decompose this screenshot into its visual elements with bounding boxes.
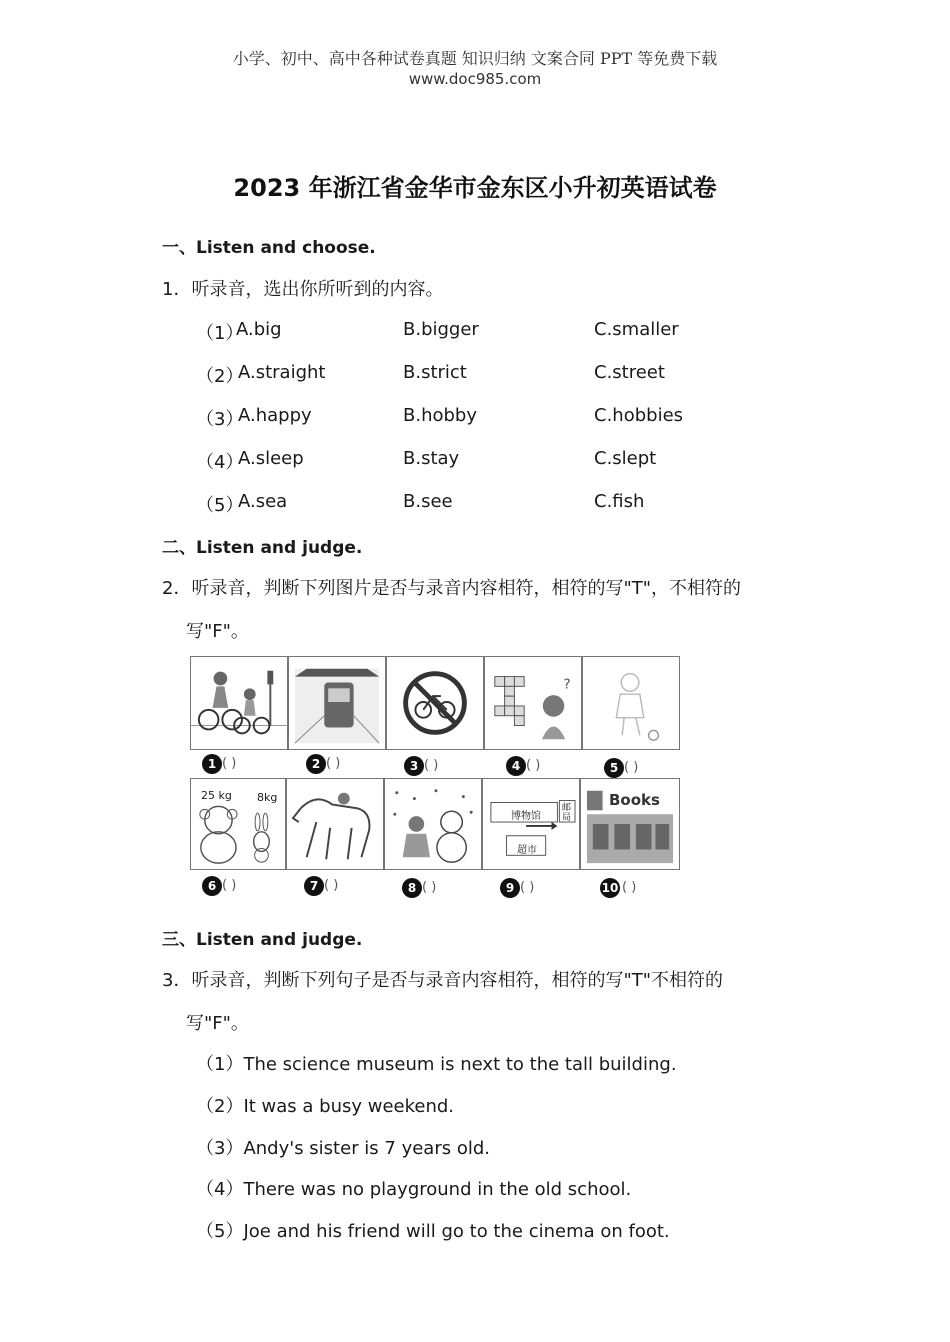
question-2-prompt: 2．听录音，判断下列图片是否与录音内容相符，相符的写"T"，不相符的 bbox=[162, 578, 742, 599]
answer-blank[interactable]: ( ) bbox=[222, 878, 237, 893]
weight-label: 8kg bbox=[257, 791, 278, 804]
picture-number: 9 bbox=[500, 878, 520, 898]
option-b: B.strict bbox=[403, 362, 467, 383]
map-label-museum: 博物馆 bbox=[511, 811, 541, 822]
question-2-prompt-cont: 写"F"。 bbox=[186, 621, 249, 642]
option-c: C.fish bbox=[594, 491, 645, 512]
option-b: B.see bbox=[403, 491, 453, 512]
map-label-post-office: 邮局 bbox=[562, 803, 572, 823]
answer-blank[interactable]: ( ) bbox=[422, 880, 437, 895]
option-number: （2） bbox=[196, 366, 244, 387]
football-player-icon bbox=[583, 657, 679, 749]
picture-crossword bbox=[484, 656, 582, 750]
option-c: C.slept bbox=[594, 448, 657, 469]
horse-icon bbox=[287, 779, 383, 869]
picture-number: 7 bbox=[304, 876, 324, 896]
site-url: www.doc985.com bbox=[408, 70, 542, 88]
option-a: A.sleep bbox=[238, 448, 304, 469]
picture-number: 3 bbox=[404, 756, 424, 776]
sentence-item: （1）The science museum is next to the tall building. bbox=[196, 1054, 677, 1075]
picture-number: 2 bbox=[306, 754, 326, 774]
snowman-icon bbox=[385, 779, 481, 869]
picture-bookstore bbox=[580, 778, 680, 870]
answer-blank[interactable]: ( ) bbox=[424, 758, 439, 773]
answer-blank[interactable]: ( ) bbox=[222, 756, 237, 771]
picture-number: 10 bbox=[600, 878, 620, 898]
crossword-icon bbox=[485, 657, 581, 749]
answer-blank[interactable]: ( ) bbox=[526, 758, 541, 773]
option-a: A.straight bbox=[238, 362, 326, 383]
option-number: （4） bbox=[196, 452, 244, 473]
picture-no-bikes bbox=[386, 656, 484, 750]
weight-label: 25 kg bbox=[201, 789, 232, 802]
picture-cycling bbox=[190, 656, 288, 750]
svg-text:?: ? bbox=[563, 676, 571, 693]
picture-grid bbox=[190, 656, 680, 906]
picture-number: 8 bbox=[402, 878, 422, 898]
answer-blank[interactable]: ( ) bbox=[326, 756, 341, 771]
picture-football bbox=[582, 656, 680, 750]
option-a: A.sea bbox=[238, 491, 288, 512]
option-b: B.hobby bbox=[403, 405, 477, 426]
answer-blank[interactable]: ( ) bbox=[624, 760, 639, 775]
option-number: （3） bbox=[196, 409, 244, 430]
option-c: C.street bbox=[594, 362, 665, 383]
option-b: B.stay bbox=[403, 448, 460, 469]
answer-blank[interactable]: ( ) bbox=[622, 880, 637, 895]
option-c: C.hobbies bbox=[594, 405, 684, 426]
picture-subway bbox=[288, 656, 386, 750]
section-1-heading: 一、Listen and choose. bbox=[162, 238, 376, 258]
question-3-prompt-cont: 写"F"。 bbox=[186, 1013, 249, 1034]
option-number: （1） bbox=[196, 323, 244, 344]
picture-map bbox=[482, 778, 580, 870]
cycling-icon bbox=[191, 657, 287, 749]
picture-horse bbox=[286, 778, 384, 870]
option-b: B.bigger bbox=[403, 319, 479, 340]
picture-monkey-rabbit bbox=[190, 778, 286, 870]
sentence-item: （4）There was no playground in the old school. bbox=[196, 1179, 632, 1200]
question-1-prompt: 1．听录音，选出你所听到的内容。 bbox=[162, 279, 444, 300]
answer-blank[interactable]: ( ) bbox=[324, 878, 339, 893]
sentence-item: （2）It was a busy weekend. bbox=[196, 1096, 455, 1117]
site-banner: 小学、初中、高中各种试卷真题 知识归纳 文案合同 PPT 等免费下载 bbox=[232, 49, 718, 68]
question-3-prompt: 3．听录音，判断下列句子是否与录音内容相符，相符的写"T"不相符的 bbox=[162, 970, 724, 991]
option-a: A.big bbox=[236, 319, 282, 340]
answer-blank[interactable]: ( ) bbox=[520, 880, 535, 895]
sentence-item: （3）Andy's sister is 7 years old. bbox=[196, 1138, 491, 1159]
picture-snowman bbox=[384, 778, 482, 870]
no-bicycle-sign-icon bbox=[387, 657, 483, 749]
subway-icon bbox=[289, 657, 385, 749]
section-3-heading: 三、Listen and judge. bbox=[162, 930, 363, 950]
page-title: 2023 年浙江省金华市金东区小升初英语试卷 bbox=[233, 174, 717, 202]
section-2-heading: 二、Listen and judge. bbox=[162, 538, 363, 558]
picture-number: 5 bbox=[604, 758, 624, 778]
bookstore-sign: Books bbox=[609, 791, 660, 809]
option-number: （5） bbox=[196, 495, 244, 516]
option-a: A.happy bbox=[238, 405, 312, 426]
picture-number: 4 bbox=[506, 756, 526, 776]
picture-number: 6 bbox=[202, 876, 222, 896]
sentence-item: （5）Joe and his friend will go to the cinema on foot. bbox=[196, 1221, 670, 1242]
option-c: C.smaller bbox=[594, 319, 679, 340]
picture-number: 1 bbox=[202, 754, 222, 774]
map-label-supermarket: 超市 bbox=[517, 845, 537, 856]
